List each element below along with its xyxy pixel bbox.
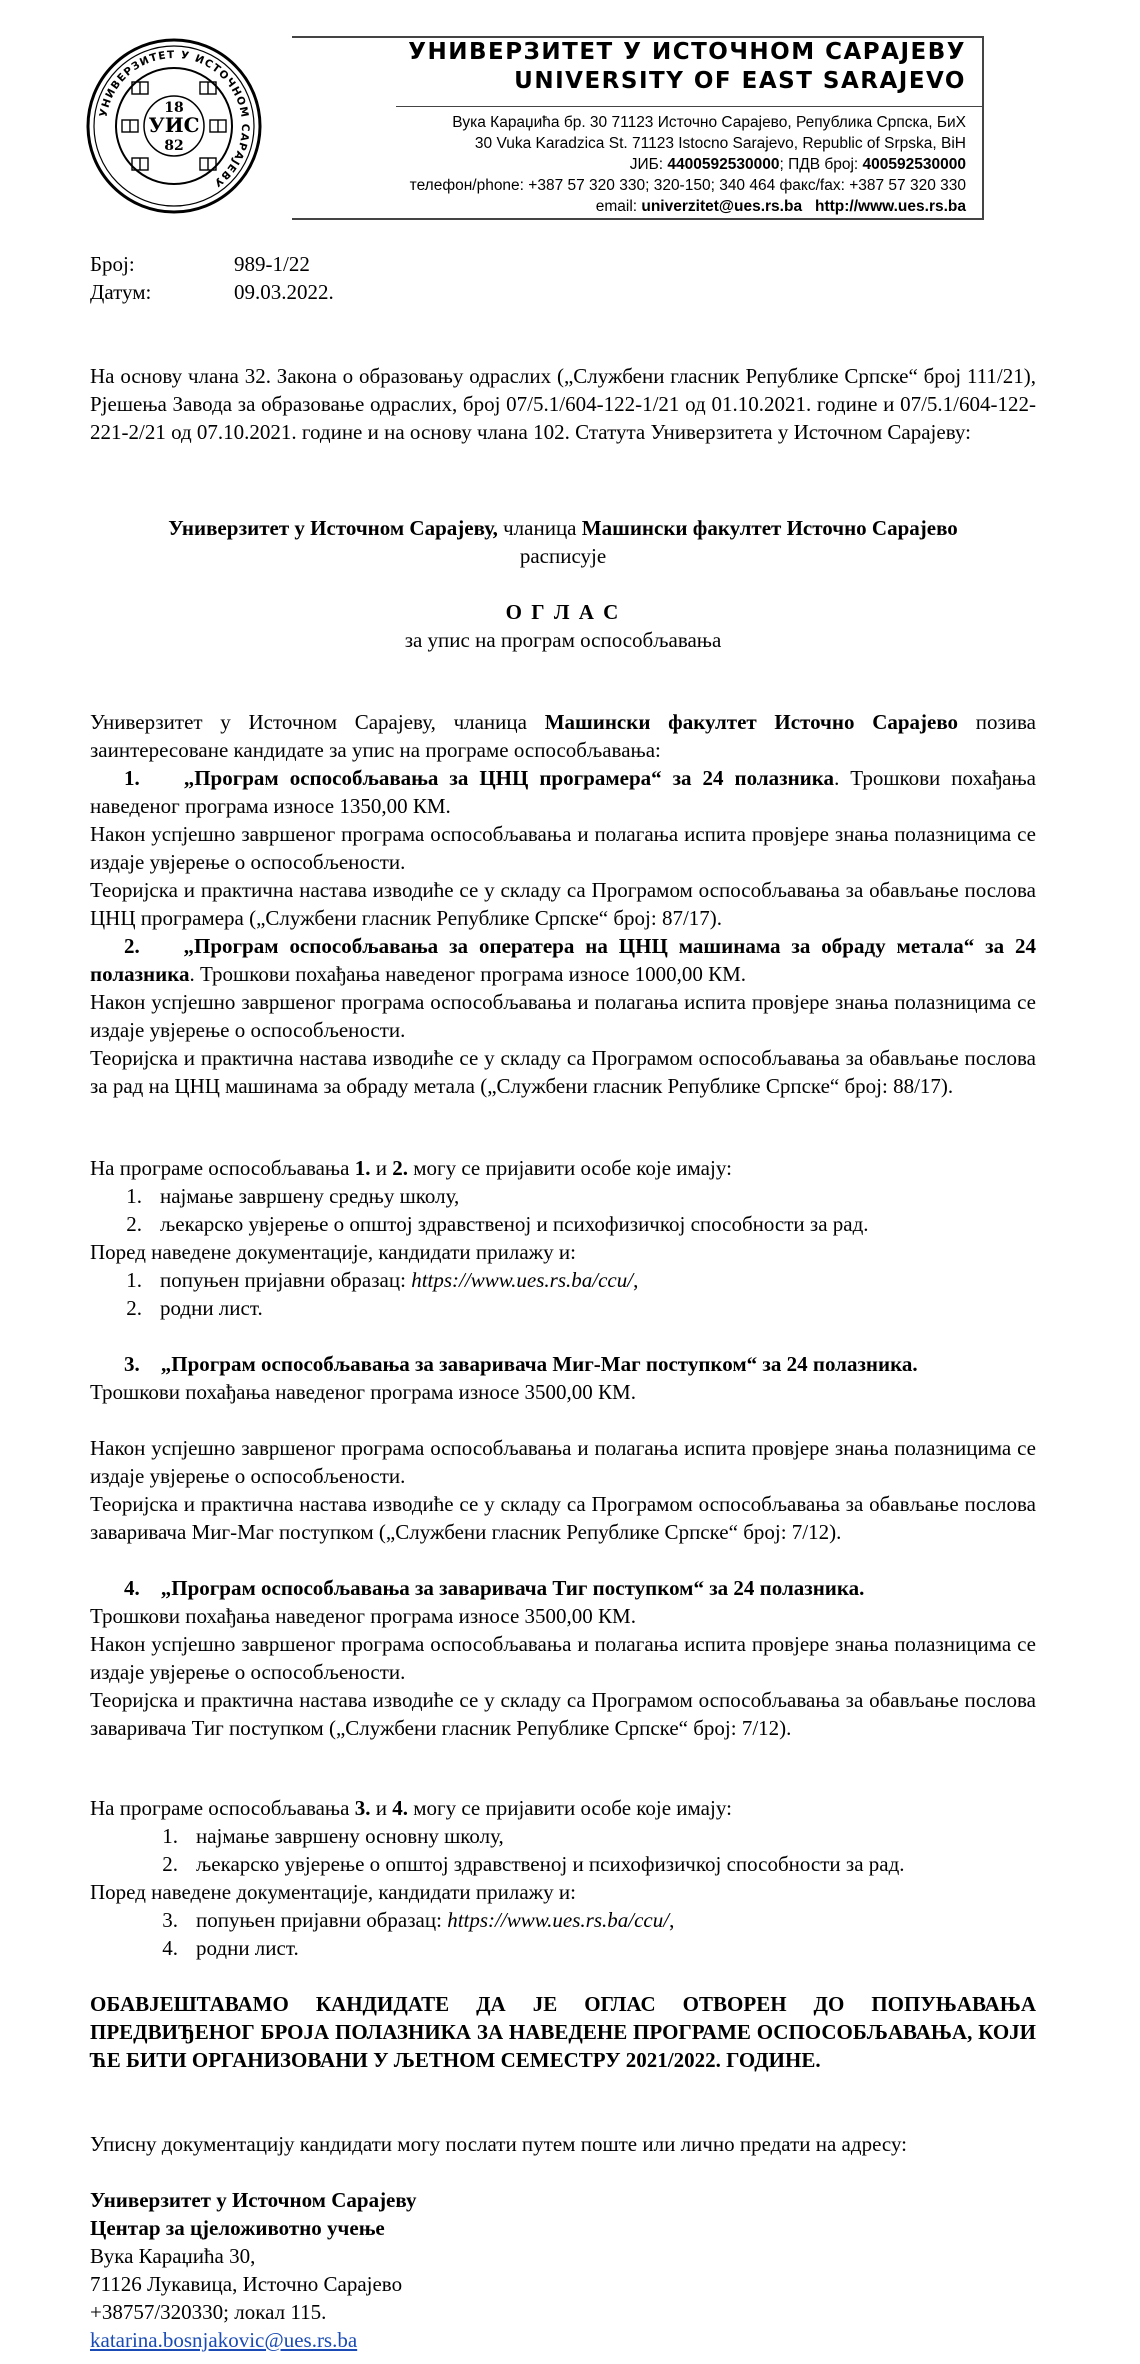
letterhead-box [292,36,984,220]
list-item: 2. љекарско увјерење о општој здравственој и психофизичкој способности за рад. [126,1212,869,1236]
list-item: 1. попуњен пријавни образац: https://www.ues.rs.ba/ccu/, [126,1268,639,1292]
number-value: 989-1/22 [234,252,310,276]
svg-text:82: 82 [164,138,184,154]
list-item: 4. родни лист. [162,1936,299,1960]
university-seal-logo [84,36,264,216]
list-item: 1. најмање завршену средњу школу, [126,1184,460,1208]
program-4: 4. „Програм оспособљавања за заваривача Тиг поступком“ за 24 полазника. Трошкови похађања наведеног програма износе 3500,00 КМ. Након успјешно завршеног програма оспособљавања и полагања испита провјере знања полазницима се издаје увјерење о оспособљености. Теоријска и практична настава изводиће се у складу са Програмом оспособљавања за обављање послова заваривача Тиг поступком („Службени гласник Републике Српске“ број: 7/12). [90,1576,1036,1740]
application-form-url[interactable]: https://www.ues.rs.ba/ccu/ [447,1908,670,1932]
phone-fax: телефон/phone: +387 57 320 330; 320-150; 340 464 факс/fax: +387 57 320 330 [409,177,966,194]
list-item: 3. попуњен пријавни образац: https://www.ues.rs.ba/ccu/, [162,1908,675,1932]
address-latin: 30 Vuka Karadzica St. 71123 Istocno Sarajevo, Republic of Srpska, BiH [474,135,966,152]
letterhead [84,36,984,222]
number-label: Број: [90,252,135,276]
application-form-url[interactable]: https://www.ues.rs.ba/ccu/ [411,1268,634,1292]
requirements-3-4: На програме оспособљавања 3. и 4. могу се пријавити особе које имају: 1. најмање завршену основну школу, 2. љекарско увјерење о општој здравственој и психофизичкој способности за рад. Поред наведене документације, кандидати прилажу и: 3. попуњен пријавни образац: https://www.ues.rs.ba/ccu/, 4. родни лист. [90,1794,1036,1962]
submission-info: Уписну документацију кандидати могу послати путем поште или лично предати на адресу: [90,2132,908,2156]
intro-paragraph: На основу члана 32. Закона о образовању одраслих („Службени гласник Републике Српске“ број 111/21), Рјешења Завода за образовање одраслих, број 07/5.1/604-122-1/21 од 01.10.2021. године и 07/5.1/604-122-221-2/21 од 07.10.2021. године и на основу члана 102. Статута Универзитета у Источном Сарајеву: [90,364,1036,444]
requirements-1-2: На програме оспособљавања 1. и 2. могу се пријавити особе које имају: 1. најмање завршену средњу школу, 2. љекарско увјерење о општој здравственој и психофизичкој способности за рад. Поред наведене документације, кандидати прилажу и: 1. попуњен пријавни образац: https://www.ues.rs.ba/ccu/, 2. родни лист. [90,1154,1036,1322]
program-2: 2. „Програм оспособљавања за оператера на ЦНЦ машинама за обраду метала“ за 24 полазника. Трошкови похађања наведеног програма износе 1000,00 КМ. Након успјешно завршеног програма оспособљавања и полагања испита провјере знања полазницима се издаје увјерење о оспособљености. Теоријска и практична настава изводиће се у складу са Програмом оспособљавања за обављање послова за рад на ЦНЦ машинама за обраду метала („Службени гласник Републике Српске“ број: 88/17). [90,934,1037,1098]
university-name-latin: UNIVERSITY OF EAST SARAJEVO [514,68,966,94]
program-3: 3. „Програм оспособљавања за заваривача Миг-Маг поступком“ за 24 полазника. Трошкови похађања наведеног програма износе 3500,00 КМ. Након успјешно завршеног програма оспособљавања и полагања испита провјере знања полазницима се издаје увјерење о оспособљености. Теоријска и практична настава изводиће се у складу са Програмом оспособљавања за обављање послова заваривача Миг-Маг поступком („Службени гласник Републике Српске“ број: 7/12). [90,1352,1036,1544]
letterhead-divider [396,106,982,107]
list-item: 2. љекарско увјерење о општој здравственој и психофизичкој способности за рад. [162,1852,905,1876]
contact-email-link[interactable]: katarina.bosnjakovic@ues.rs.ba [90,2328,358,2352]
svg-text:УНИВЕРЗИТЕТ У ИСТОЧНОМ САРАЈЕВ: УНИВЕРЗИТЕТ У ИСТОЧНОМ САРАЈЕВУ [97,48,252,190]
issuer: Универзитет у Источном Сарајеву, чланица Машински факултет Источно Сарајево расписује [168,516,958,568]
address-street: Вука Караџића 30, [90,2244,256,2268]
list-item: 1. најмање завршену основну школу, [162,1824,504,1848]
invite-paragraph: Универзитет у Источном Сарајеву, чланица Машински факултет Источно Сарајево позива заинтересоване кандидате за упис на програме оспособљавања: [90,710,1036,762]
deadline-notice: ОБАВЈЕШТАВАМО КАНДИДАТЕ ДА ЈЕ ОГЛАС ОТВОРЕН ДО ПОПУЊАВАЊА ПРЕДВИЂЕНОГ БРОЈА ПОЛАЗНИКА ЗА НАВЕДЕНЕ ПРОГРАМЕ ОСПОСОБЉАВАЊА, КОЈИ ЋЕ БИТИ ОРГАНИЗОВАНИ У ЉЕТНОМ СЕМЕСТРУ 2021/2022. ГОДИНЕ. [90,1992,1036,2072]
email-web: email: univerzitet@ues.rs.ba http://www.ues.rs.ba [595,198,966,215]
title-sub: за упис на програм оспособљавања [404,628,722,652]
address-cyrillic: Вука Караџића бр. 30 71123 Источно Сарајево, Република Српска, БиХ [452,114,966,131]
announcement-title [90,598,1036,654]
letterhead-contact [410,112,966,217]
svg-text:18: 18 [164,100,184,116]
date-label: Датум: [90,280,152,304]
date-value: 09.03.2022. [234,280,334,304]
contact-address [90,2186,1036,2354]
program-1: 1. „Програм оспособљавања за ЦНЦ програмера“ за 24 полазника. Трошкови похађања наведеног програма износе 1350,00 КМ. Након успјешно завршеног програма оспособљавања и полагања испита провјере знања полазницима се издаје увјерење о оспособљености. Теоријска и практична настава изводиће се у складу са Програмом оспособљавања за обављање послова ЦНЦ програмера („Службени гласник Републике Српске“ број: 87/17). [90,766,1037,930]
document-meta [90,250,334,306]
address-phone: +38757/320330; локал 115. [90,2300,327,2324]
svg-text:УИС: УИС [148,113,200,137]
list-item: 2. родни лист. [126,1296,263,1320]
address-institution: Универзитет у Источном Сарајеву [90,2188,417,2212]
university-name-cyrillic: УНИВЕРЗИТЕТ У ИСТОЧНОМ САРАЈЕВУ [408,39,966,65]
address-center: Центар за цјеложивотно учење [90,2216,385,2240]
university-name [408,38,966,96]
title-main: О Г Л А С [505,600,621,624]
address-city: 71126 Лукавица, Источно Сарајево [90,2272,403,2296]
tax-ids: ЈИБ: 4400592530000; ПДВ број: 400592530000 [629,156,966,173]
